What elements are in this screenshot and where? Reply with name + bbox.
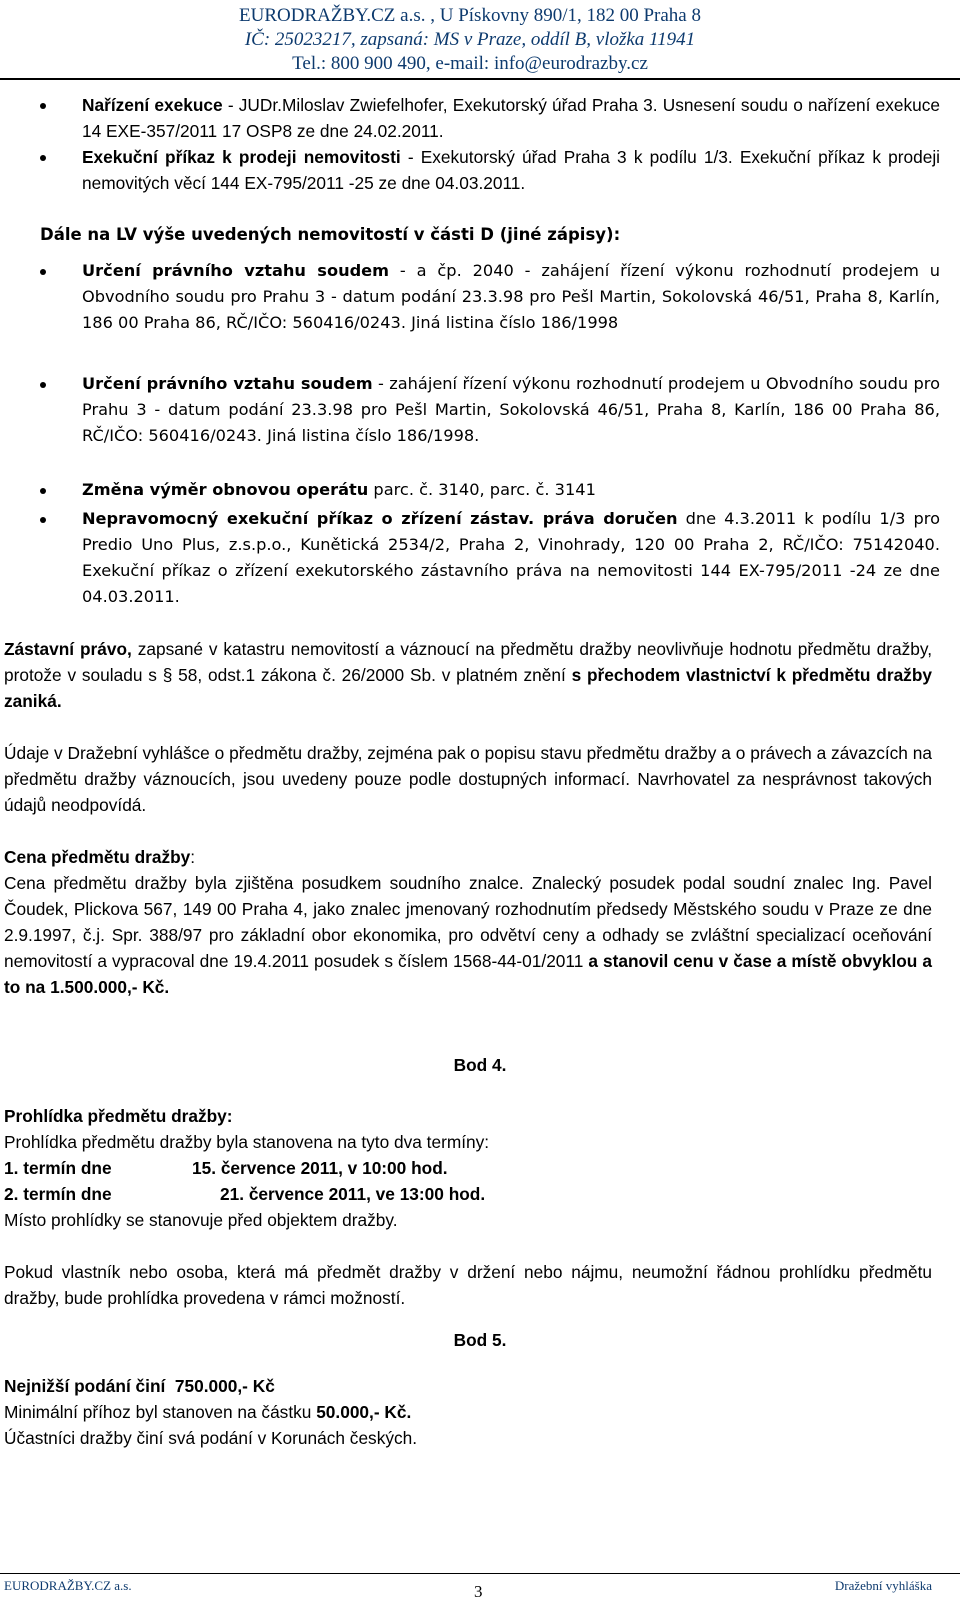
bullet-bold: Určení právního vztahu soudem (82, 261, 390, 280)
minimum-increment (4, 1399, 960, 1425)
disclaimer-paragraph: Údaje v Dražební vyhlášce o předmětu dražby, zejména pak o popisu stavu předmětu dražby a o právech a závazcích na předmětu dražby váznoucích, jsou uvedeny pouze podle dostupných informací. Navrhovatel za nesprávnost takových údajů neodpovídá. (4, 743, 932, 815)
price-title: Cena předmětu dražby (4, 847, 191, 867)
letterhead (190, 4, 750, 76)
bullet-bold: Určení právního vztahu soudem (82, 374, 373, 393)
letterhead-line-3: Tel.: 800 900 490, e-mail: info@eurodrazby.cz (292, 53, 648, 74)
list-item (40, 477, 940, 503)
price-conclusion: a stanovil cenu v čase a místě obvyklou a to na 1.500.000,- Kč. (4, 951, 932, 997)
inspection-intro: Prohlídka předmětu dražby byla stanovena na tyto dva termíny: (4, 1132, 490, 1152)
letterhead-line-1: EURODRAŽBY.CZ a.s. , U Pískovny 890/1, 182 00 Praha 8 (239, 5, 701, 26)
bullet-text: dne 4.3.2011 k podílu 1/3 pro Predio Uno Plus, z.s.p.o., Kunětická 2534/2, Praha 2, Vinohrady, 120 00 Praha 2, RČ/IČO: 75142040. Exekuční příkaz o zřízení exekutorského zástavního práva na nemovitosti 144 EX-795/2011 -24 ze dne 04.03.2011. (82, 509, 940, 606)
inspection-note: Pokud vlastník nebo osoba, která má předmět dražby v držení nebo nájmu, neumožní řádnou prohlídku předmětu dražby, bude prohlídka provedena v rámci možností. (4, 1262, 932, 1308)
lien-text: zapsané v katastru nemovitostí a váznoucí na předmětu dražby neovlivňuje hodnotu předmětu dražby, protože v souladu s § 58, odst.1 zákona č. 26/2000 Sb. v platném znění (4, 639, 933, 685)
lien-bold: Zástavní právo, (4, 639, 132, 659)
bullet-bold: Nepravomocný exekuční příkaz o zřízení zástav. práva doručen (82, 509, 678, 528)
bullet-bold: Nařízení exekuce (82, 95, 223, 115)
lien-conclusion: s přechodem vlastnictví k předmětu dražby zaniká. (4, 665, 932, 711)
price-heading (4, 844, 932, 870)
inspection-title: Prohlídka předmětu dražby: (4, 1106, 233, 1126)
letterhead-line-2: IČ: 25023217, zapsaná: MS v Praze, oddíl B, vložka 11941 (244, 29, 696, 50)
bullet-icon (40, 382, 46, 388)
footer-divider (0, 1573, 960, 1574)
bullet-text: - JUDr.Miloslav Zwiefelhofer, Exekutorský úřad Praha 3. Usnesení soudu o nařízení exekuce 14 EXE-357/2011 17 OSP8 ze dne 24.02.2011. (82, 95, 940, 141)
bullet-text: parc. č. 3140, parc. č. 3141 (368, 480, 596, 499)
bullet-icon (40, 103, 46, 109)
term-1-value: 15. července 2011, v 10:00 hod. (192, 1158, 448, 1178)
list-item (40, 144, 940, 196)
section-d-title: Dále na LV výše uvedených nemovitostí v části D (jiné zápisy): (40, 225, 621, 244)
term-2-label: 2. termín dne (4, 1184, 112, 1204)
term-2-value: 21. července 2011, ve 13:00 hod. (220, 1184, 486, 1204)
bullet-icon (40, 269, 46, 275)
list-item (40, 258, 940, 336)
inspection-place: Místo prohlídky se stanovuje před objektem dražby. (4, 1210, 398, 1230)
price-paragraph (4, 870, 932, 1000)
section-bod-4: Bod 4. (453, 1055, 507, 1075)
list-item (40, 506, 940, 610)
bullet-text: - a čp. 2040 - zahájení řízení výkonu rozhodnutí prodejem u Obvodního soudu pro Prahu 3 - datum podání 23.3.98 pro Pešl Martin, Sokolovská 46/51, Praha 8, Karlín, 186 00 Praha 86, RČ/IČO: 560416/0243. Jiná listina číslo 186/1998 (82, 261, 940, 332)
header-divider (0, 78, 960, 80)
currency-note: Účastníci dražby činí svá podání v Korunách českých. (4, 1428, 418, 1448)
increment-text: Minimální příhoz byl stanoven na částku (4, 1402, 317, 1422)
list-item (40, 92, 940, 144)
section-bod-5: Bod 5. (453, 1330, 507, 1350)
bullet-icon (40, 488, 46, 494)
list-item (40, 371, 940, 449)
bullet-icon (40, 155, 46, 161)
footer-company: EURODRAŽBY.CZ a.s. (4, 1578, 132, 1593)
minimum-bid: Nejnižší podání činí 750.000,- Kč (4, 1376, 275, 1396)
footer-document-title: Dražební vyhláška (834, 1578, 932, 1593)
bullet-text: - zahájení řízení výkonu rozhodnutí prodejem u Obvodního soudu pro Prahu 3 - datum podání 23.3.98 pro Pešl Martin, Sokolovská 46/51, Praha 8, Karlín, 186 00 Praha 86, RČ/IČO: 560416/0243. Jiná listina číslo 186/1998. (82, 374, 940, 445)
price-text: Cena předmětu dražby byla zjištěna posudkem soudního znalce. Znalecký posudek podal soudní znalec Ing. Pavel Čoudek, Plickova 567, 149 00 Praha 4, jako znalec jmenovaný rozhodnutím předsedy Městského soudu v Praze ze dne 2.9.1997, č.j. Spr. 388/97 pro základní obor ekonomika, pro odvětví ceny a odhady se zvláštní specializací oceňování nemovitostí a vypracoval dne 19.4.2011 posudek s číslem 1568-44-01/2011 (4, 873, 932, 971)
bullet-bold: Změna výměr obnovou operátu (82, 480, 369, 499)
bullet-text: - Exekutorský úřad Praha 3 k podílu 1/3. Exekuční příkaz k prodeji nemovitých věcí 144 EX-795/2011 -25 ze dne 04.03.2011. (82, 147, 940, 193)
bullet-bold: Exekuční příkaz k prodeji nemovitosti (82, 147, 401, 167)
price-colon: : (190, 847, 196, 867)
term-1-label: 1. termín dne (4, 1158, 112, 1178)
bullet-icon (40, 517, 46, 523)
lien-paragraph (4, 636, 932, 714)
increment-value: 50.000,- Kč. (316, 1402, 412, 1422)
page-number: 3 (474, 1582, 483, 1601)
